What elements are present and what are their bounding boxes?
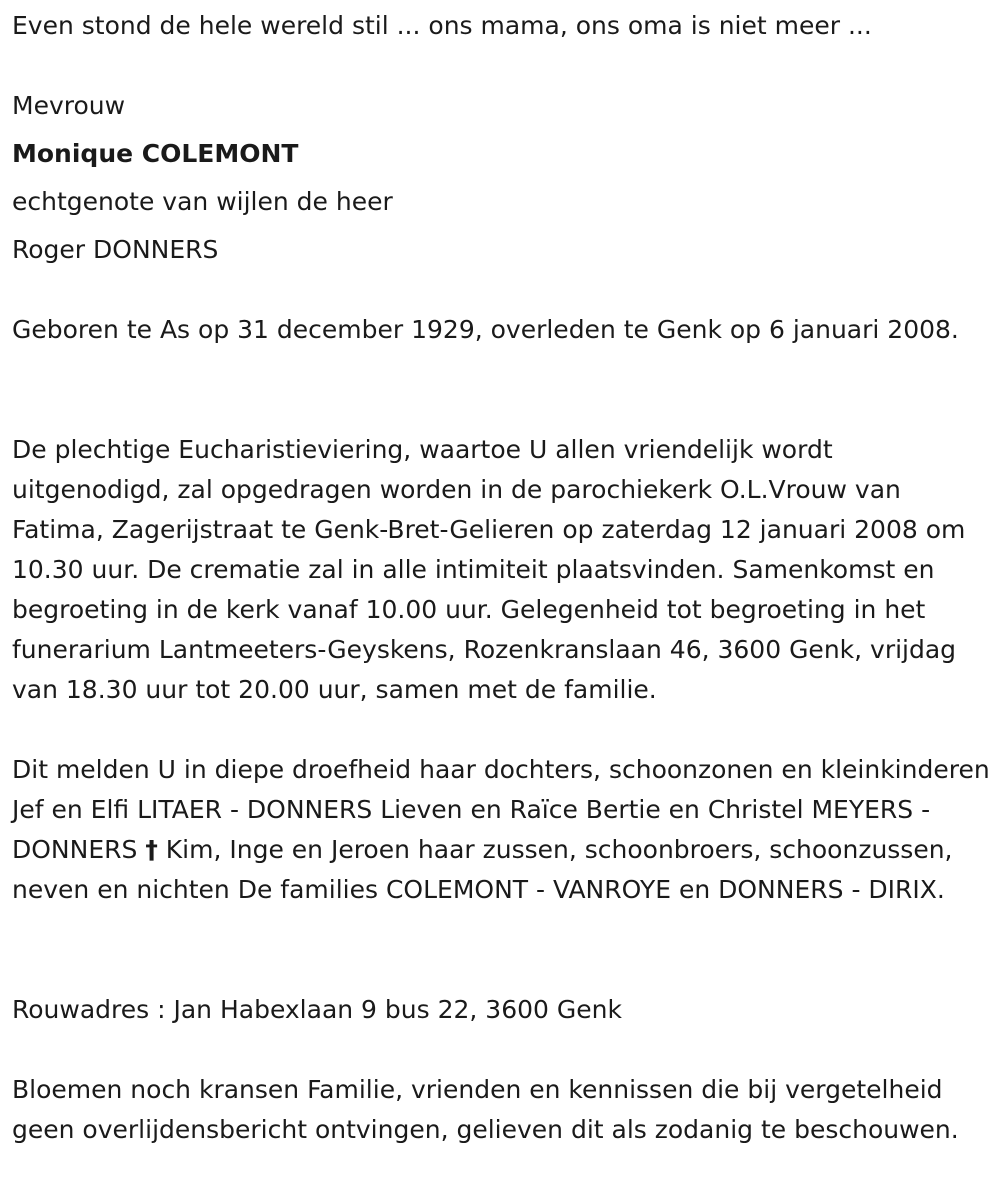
family-text-part1: Dit melden U in diepe droefheid haar dochters, schoonzonen en kleinkinderen Jef en Elfi LITAER - DONNERS Lieven en Raïce Bertie en Christel MEYERS - DONNERS [12,755,990,864]
family-text-part2: Kim, Inge en Jeroen haar zussen, schoonbroers, schoonzussen, neven en nichten De families COLEMONT - VANROYE en DONNERS - DIRIX. [12,835,953,904]
deceased-name: Monique COLEMONT [12,139,299,168]
ceremony-paragraph: De plechtige Eucharistieviering, waartoe U allen vriendelijk wordt uitgenodigd, zal opgedragen worden in de parochiekerk O.L.Vrouw van Fatima, Zagerijstraat te Genk-Bret-Gelieren op zaterdag 12 januari 2008 om 10.30 uur. De crematie zal in alle intimiteit plaatsvinden. Samenkomst en begroeting in de kerk vanaf 10.00 uur. Gelegenheid tot begroeting in het funerarium Lantmeeters-Geyskens, Rozenkranslaan 46, 3600 Genk, vrijdag van 18.30 uur tot 20.00 uur, samen met de familie. [12,435,966,704]
intro-line: Even stond de hele wereld stil ... ons mama, ons oma is niet meer ... [12,11,872,40]
closing-paragraph: Bloemen noch kransen Familie, vrienden en kennissen die bij vergetelheid geen overlijdensbericht ontvingen, gelieven dit als zodanig te beschouwen. [12,1075,959,1144]
spouse-intro: echtgenote van wijlen de heer [12,187,393,216]
birth-death-paragraph: Geboren te As op 31 december 1929, overleden te Genk op 6 januari 2008. [12,315,959,344]
spouse-name: Roger DONNERS [12,235,219,264]
cross-icon: † [145,835,158,864]
mourning-address: Rouwadres : Jan Habexlaan 9 bus 22, 3600 Genk [12,995,622,1024]
title-line: Mevrouw [12,91,126,120]
family-paragraph [12,750,990,910]
